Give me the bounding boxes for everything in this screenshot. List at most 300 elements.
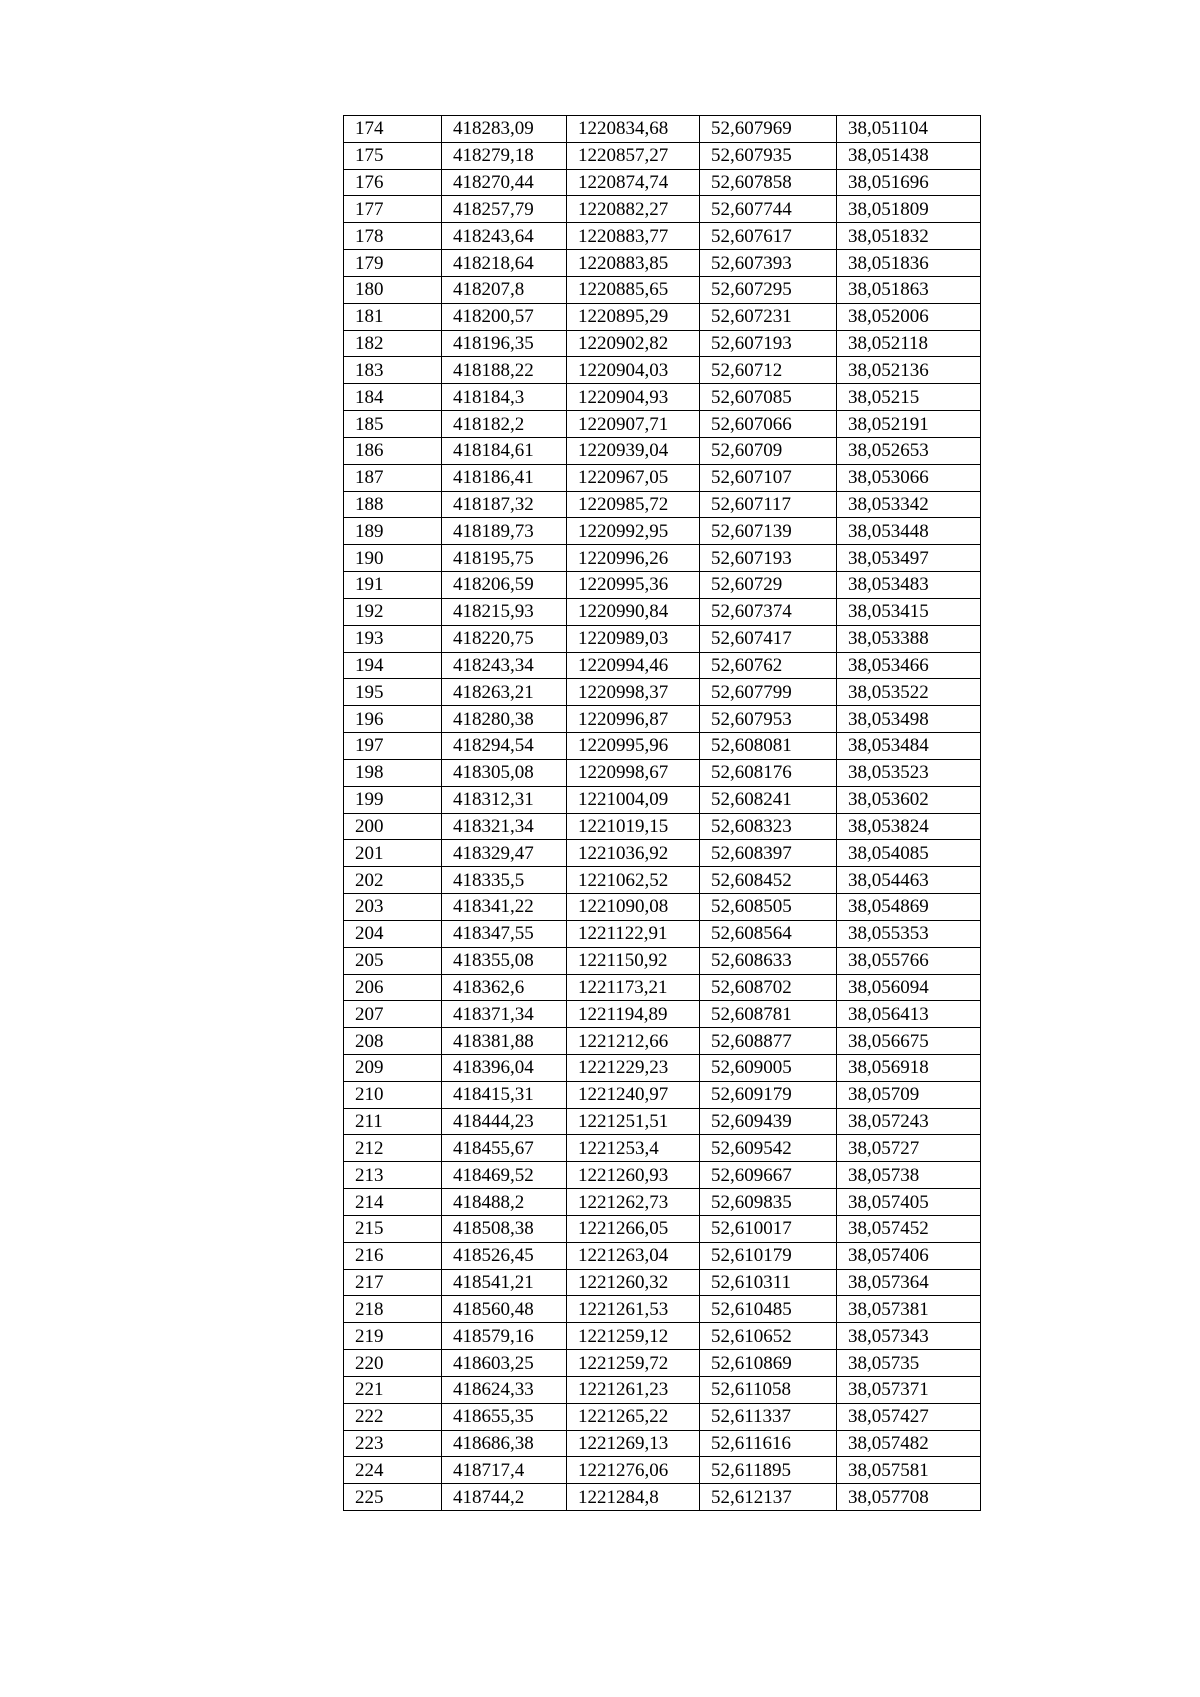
point-number-cell: 195: [344, 679, 442, 706]
y-coordinate-cell: 1221004,09: [567, 786, 700, 813]
y-coordinate-cell: 1221036,92: [567, 840, 700, 867]
x-coordinate-cell: 418184,61: [442, 437, 567, 464]
table-row: [344, 437, 981, 464]
x-coordinate-cell: 418508,38: [442, 1215, 567, 1242]
latitude-cell: 52,60712: [700, 357, 837, 384]
x-coordinate-cell: 418218,64: [442, 250, 567, 277]
latitude-cell: 52,607935: [700, 142, 837, 169]
longitude-cell: 38,051863: [837, 276, 981, 303]
latitude-cell: 52,611058: [700, 1376, 837, 1403]
longitude-cell: 38,053466: [837, 652, 981, 679]
longitude-cell: 38,053497: [837, 545, 981, 572]
table-row: [344, 116, 981, 143]
y-coordinate-cell: 1221284,8: [567, 1484, 700, 1511]
point-number-cell: 174: [344, 116, 442, 143]
point-number-cell: 197: [344, 733, 442, 760]
latitude-cell: 52,607295: [700, 276, 837, 303]
latitude-cell: 52,608633: [700, 947, 837, 974]
table-row: [344, 1001, 981, 1028]
y-coordinate-cell: 1220904,93: [567, 384, 700, 411]
point-number-cell: 218: [344, 1296, 442, 1323]
x-coordinate-cell: 418488,2: [442, 1189, 567, 1216]
longitude-cell: 38,052136: [837, 357, 981, 384]
point-number-cell: 183: [344, 357, 442, 384]
point-number-cell: 201: [344, 840, 442, 867]
point-number-cell: 192: [344, 598, 442, 625]
table-row: [344, 759, 981, 786]
latitude-cell: 52,607193: [700, 330, 837, 357]
table-row: [344, 276, 981, 303]
x-coordinate-cell: 418257,79: [442, 196, 567, 223]
latitude-cell: 52,607744: [700, 196, 837, 223]
point-number-cell: 204: [344, 920, 442, 947]
longitude-cell: 38,05735: [837, 1350, 981, 1377]
table-row: [344, 1108, 981, 1135]
latitude-cell: 52,607417: [700, 625, 837, 652]
y-coordinate-cell: 1220996,26: [567, 545, 700, 572]
y-coordinate-cell: 1221019,15: [567, 813, 700, 840]
table-row: [344, 464, 981, 491]
x-coordinate-cell: 418196,35: [442, 330, 567, 357]
y-coordinate-cell: 1220990,84: [567, 598, 700, 625]
longitude-cell: 38,057581: [837, 1457, 981, 1484]
table-row: [344, 169, 981, 196]
x-coordinate-cell: 418444,23: [442, 1108, 567, 1135]
y-coordinate-cell: 1220857,27: [567, 142, 700, 169]
x-coordinate-cell: 418206,59: [442, 572, 567, 599]
point-number-cell: 181: [344, 303, 442, 330]
point-number-cell: 208: [344, 1028, 442, 1055]
point-number-cell: 221: [344, 1376, 442, 1403]
y-coordinate-cell: 1221173,21: [567, 974, 700, 1001]
point-number-cell: 194: [344, 652, 442, 679]
x-coordinate-cell: 418184,3: [442, 384, 567, 411]
y-coordinate-cell: 1220904,03: [567, 357, 700, 384]
longitude-cell: 38,053498: [837, 706, 981, 733]
table-row: [344, 572, 981, 599]
x-coordinate-cell: 418189,73: [442, 518, 567, 545]
longitude-cell: 38,057243: [837, 1108, 981, 1135]
latitude-cell: 52,607085: [700, 384, 837, 411]
point-number-cell: 182: [344, 330, 442, 357]
table-row: [344, 1081, 981, 1108]
longitude-cell: 38,056094: [837, 974, 981, 1001]
point-number-cell: 202: [344, 867, 442, 894]
longitude-cell: 38,053602: [837, 786, 981, 813]
latitude-cell: 52,607139: [700, 518, 837, 545]
y-coordinate-cell: 1221122,91: [567, 920, 700, 947]
point-number-cell: 225: [344, 1484, 442, 1511]
x-coordinate-cell: 418362,6: [442, 974, 567, 1001]
y-coordinate-cell: 1220995,36: [567, 572, 700, 599]
point-number-cell: 184: [344, 384, 442, 411]
latitude-cell: 52,609835: [700, 1189, 837, 1216]
point-number-cell: 191: [344, 572, 442, 599]
latitude-cell: 52,608241: [700, 786, 837, 813]
y-coordinate-cell: 1220992,95: [567, 518, 700, 545]
x-coordinate-cell: 418455,67: [442, 1135, 567, 1162]
longitude-cell: 38,053066: [837, 464, 981, 491]
x-coordinate-cell: 418294,54: [442, 733, 567, 760]
y-coordinate-cell: 1220994,46: [567, 652, 700, 679]
x-coordinate-cell: 418321,34: [442, 813, 567, 840]
x-coordinate-cell: 418200,57: [442, 303, 567, 330]
latitude-cell: 52,609179: [700, 1081, 837, 1108]
latitude-cell: 52,608452: [700, 867, 837, 894]
y-coordinate-cell: 1220998,67: [567, 759, 700, 786]
x-coordinate-cell: 418744,2: [442, 1484, 567, 1511]
table-row: [344, 1135, 981, 1162]
x-coordinate-cell: 418381,88: [442, 1028, 567, 1055]
table-row: [344, 384, 981, 411]
y-coordinate-cell: 1220998,37: [567, 679, 700, 706]
x-coordinate-cell: 418243,64: [442, 223, 567, 250]
latitude-cell: 52,607193: [700, 545, 837, 572]
latitude-cell: 52,610311: [700, 1269, 837, 1296]
latitude-cell: 52,611895: [700, 1457, 837, 1484]
latitude-cell: 52,608505: [700, 894, 837, 921]
x-coordinate-cell: 418579,16: [442, 1323, 567, 1350]
longitude-cell: 38,053342: [837, 491, 981, 518]
table-row: [344, 652, 981, 679]
x-coordinate-cell: 418396,04: [442, 1054, 567, 1081]
y-coordinate-cell: 1220895,29: [567, 303, 700, 330]
point-number-cell: 176: [344, 169, 442, 196]
table-row: [344, 1054, 981, 1081]
latitude-cell: 52,607393: [700, 250, 837, 277]
latitude-cell: 52,610017: [700, 1215, 837, 1242]
table-row: [344, 1403, 981, 1430]
latitude-cell: 52,607858: [700, 169, 837, 196]
latitude-cell: 52,607117: [700, 491, 837, 518]
point-number-cell: 198: [344, 759, 442, 786]
point-number-cell: 223: [344, 1430, 442, 1457]
table-row: [344, 1430, 981, 1457]
x-coordinate-cell: 418182,2: [442, 411, 567, 438]
latitude-cell: 52,607799: [700, 679, 837, 706]
latitude-cell: 52,608877: [700, 1028, 837, 1055]
y-coordinate-cell: 1221212,66: [567, 1028, 700, 1055]
longitude-cell: 38,057371: [837, 1376, 981, 1403]
point-number-cell: 217: [344, 1269, 442, 1296]
y-coordinate-cell: 1221276,06: [567, 1457, 700, 1484]
latitude-cell: 52,607374: [700, 598, 837, 625]
table-row: [344, 947, 981, 974]
longitude-cell: 38,052006: [837, 303, 981, 330]
y-coordinate-cell: 1221251,51: [567, 1108, 700, 1135]
coordinates-table: [343, 115, 981, 1511]
table-row: [344, 330, 981, 357]
point-number-cell: 196: [344, 706, 442, 733]
table-row: [344, 813, 981, 840]
longitude-cell: 38,05709: [837, 1081, 981, 1108]
point-number-cell: 219: [344, 1323, 442, 1350]
x-coordinate-cell: 418624,33: [442, 1376, 567, 1403]
x-coordinate-cell: 418335,5: [442, 867, 567, 894]
table-row: [344, 1323, 981, 1350]
latitude-cell: 52,611337: [700, 1403, 837, 1430]
y-coordinate-cell: 1221262,73: [567, 1189, 700, 1216]
point-number-cell: 216: [344, 1242, 442, 1269]
longitude-cell: 38,057343: [837, 1323, 981, 1350]
y-coordinate-cell: 1220883,77: [567, 223, 700, 250]
table-row: [344, 303, 981, 330]
y-coordinate-cell: 1221260,32: [567, 1269, 700, 1296]
longitude-cell: 38,057381: [837, 1296, 981, 1323]
longitude-cell: 38,056413: [837, 1001, 981, 1028]
x-coordinate-cell: 418541,21: [442, 1269, 567, 1296]
longitude-cell: 38,051836: [837, 250, 981, 277]
longitude-cell: 38,051696: [837, 169, 981, 196]
longitude-cell: 38,053484: [837, 733, 981, 760]
longitude-cell: 38,056675: [837, 1028, 981, 1055]
point-number-cell: 222: [344, 1403, 442, 1430]
latitude-cell: 52,610869: [700, 1350, 837, 1377]
table-row: [344, 411, 981, 438]
point-number-cell: 213: [344, 1162, 442, 1189]
table-row: [344, 598, 981, 625]
table-row: [344, 1242, 981, 1269]
coordinates-table-body: [344, 116, 981, 1511]
latitude-cell: 52,609667: [700, 1162, 837, 1189]
table-row: [344, 625, 981, 652]
longitude-cell: 38,053448: [837, 518, 981, 545]
y-coordinate-cell: 1221261,53: [567, 1296, 700, 1323]
point-number-cell: 193: [344, 625, 442, 652]
latitude-cell: 52,607969: [700, 116, 837, 143]
x-coordinate-cell: 418469,52: [442, 1162, 567, 1189]
x-coordinate-cell: 418195,75: [442, 545, 567, 572]
point-number-cell: 205: [344, 947, 442, 974]
x-coordinate-cell: 418686,38: [442, 1430, 567, 1457]
longitude-cell: 38,057406: [837, 1242, 981, 1269]
latitude-cell: 52,609439: [700, 1108, 837, 1135]
point-number-cell: 180: [344, 276, 442, 303]
y-coordinate-cell: 1221261,23: [567, 1376, 700, 1403]
latitude-cell: 52,612137: [700, 1484, 837, 1511]
table-row: [344, 1484, 981, 1511]
table-row: [344, 545, 981, 572]
longitude-cell: 38,054085: [837, 840, 981, 867]
y-coordinate-cell: 1220985,72: [567, 491, 700, 518]
latitude-cell: 52,60762: [700, 652, 837, 679]
point-number-cell: 214: [344, 1189, 442, 1216]
longitude-cell: 38,051809: [837, 196, 981, 223]
x-coordinate-cell: 418270,44: [442, 169, 567, 196]
x-coordinate-cell: 418355,08: [442, 947, 567, 974]
table-row: [344, 867, 981, 894]
table-row: [344, 142, 981, 169]
longitude-cell: 38,055766: [837, 947, 981, 974]
longitude-cell: 38,05727: [837, 1135, 981, 1162]
x-coordinate-cell: 418329,47: [442, 840, 567, 867]
x-coordinate-cell: 418341,22: [442, 894, 567, 921]
y-coordinate-cell: 1220996,87: [567, 706, 700, 733]
y-coordinate-cell: 1220907,71: [567, 411, 700, 438]
longitude-cell: 38,057405: [837, 1189, 981, 1216]
y-coordinate-cell: 1220989,03: [567, 625, 700, 652]
x-coordinate-cell: 418220,75: [442, 625, 567, 652]
y-coordinate-cell: 1221194,89: [567, 1001, 700, 1028]
table-row: [344, 1296, 981, 1323]
x-coordinate-cell: 418415,31: [442, 1081, 567, 1108]
longitude-cell: 38,053415: [837, 598, 981, 625]
x-coordinate-cell: 418717,4: [442, 1457, 567, 1484]
y-coordinate-cell: 1221240,97: [567, 1081, 700, 1108]
table-row: [344, 196, 981, 223]
y-coordinate-cell: 1220882,27: [567, 196, 700, 223]
y-coordinate-cell: 1220967,05: [567, 464, 700, 491]
longitude-cell: 38,057364: [837, 1269, 981, 1296]
latitude-cell: 52,608702: [700, 974, 837, 1001]
x-coordinate-cell: 418283,09: [442, 116, 567, 143]
point-number-cell: 215: [344, 1215, 442, 1242]
latitude-cell: 52,609005: [700, 1054, 837, 1081]
y-coordinate-cell: 1221259,72: [567, 1350, 700, 1377]
table-row: [344, 1269, 981, 1296]
x-coordinate-cell: 418655,35: [442, 1403, 567, 1430]
point-number-cell: 189: [344, 518, 442, 545]
longitude-cell: 38,053483: [837, 572, 981, 599]
latitude-cell: 52,608564: [700, 920, 837, 947]
latitude-cell: 52,607107: [700, 464, 837, 491]
y-coordinate-cell: 1221260,93: [567, 1162, 700, 1189]
y-coordinate-cell: 1221253,4: [567, 1135, 700, 1162]
latitude-cell: 52,611616: [700, 1430, 837, 1457]
point-number-cell: 186: [344, 437, 442, 464]
point-number-cell: 220: [344, 1350, 442, 1377]
longitude-cell: 38,052118: [837, 330, 981, 357]
table-row: [344, 840, 981, 867]
table-row: [344, 1215, 981, 1242]
longitude-cell: 38,05738: [837, 1162, 981, 1189]
longitude-cell: 38,054463: [837, 867, 981, 894]
y-coordinate-cell: 1221265,22: [567, 1403, 700, 1430]
longitude-cell: 38,053522: [837, 679, 981, 706]
longitude-cell: 38,057482: [837, 1430, 981, 1457]
x-coordinate-cell: 418263,21: [442, 679, 567, 706]
point-number-cell: 211: [344, 1108, 442, 1135]
point-number-cell: 188: [344, 491, 442, 518]
longitude-cell: 38,057708: [837, 1484, 981, 1511]
longitude-cell: 38,051438: [837, 142, 981, 169]
point-number-cell: 212: [344, 1135, 442, 1162]
latitude-cell: 52,608397: [700, 840, 837, 867]
table-row: [344, 786, 981, 813]
point-number-cell: 207: [344, 1001, 442, 1028]
point-number-cell: 224: [344, 1457, 442, 1484]
table-row: [344, 1189, 981, 1216]
latitude-cell: 52,610485: [700, 1296, 837, 1323]
longitude-cell: 38,051104: [837, 116, 981, 143]
y-coordinate-cell: 1220834,68: [567, 116, 700, 143]
table-row: [344, 1162, 981, 1189]
table-row: [344, 491, 981, 518]
latitude-cell: 52,608323: [700, 813, 837, 840]
table-row: [344, 1350, 981, 1377]
table-row: [344, 1457, 981, 1484]
y-coordinate-cell: 1221150,92: [567, 947, 700, 974]
longitude-cell: 38,056918: [837, 1054, 981, 1081]
y-coordinate-cell: 1220939,04: [567, 437, 700, 464]
table-row: [344, 894, 981, 921]
latitude-cell: 52,607953: [700, 706, 837, 733]
latitude-cell: 52,608781: [700, 1001, 837, 1028]
x-coordinate-cell: 418186,41: [442, 464, 567, 491]
longitude-cell: 38,052191: [837, 411, 981, 438]
y-coordinate-cell: 1220883,85: [567, 250, 700, 277]
y-coordinate-cell: 1221062,52: [567, 867, 700, 894]
x-coordinate-cell: 418347,55: [442, 920, 567, 947]
x-coordinate-cell: 418560,48: [442, 1296, 567, 1323]
table-row: [344, 706, 981, 733]
point-number-cell: 199: [344, 786, 442, 813]
point-number-cell: 175: [344, 142, 442, 169]
longitude-cell: 38,053388: [837, 625, 981, 652]
latitude-cell: 52,607617: [700, 223, 837, 250]
x-coordinate-cell: 418187,32: [442, 491, 567, 518]
table-row: [344, 357, 981, 384]
table-row: [344, 223, 981, 250]
x-coordinate-cell: 418188,22: [442, 357, 567, 384]
point-number-cell: 206: [344, 974, 442, 1001]
point-number-cell: 179: [344, 250, 442, 277]
latitude-cell: 52,60709: [700, 437, 837, 464]
longitude-cell: 38,055353: [837, 920, 981, 947]
y-coordinate-cell: 1221266,05: [567, 1215, 700, 1242]
x-coordinate-cell: 418243,34: [442, 652, 567, 679]
x-coordinate-cell: 418305,08: [442, 759, 567, 786]
latitude-cell: 52,610179: [700, 1242, 837, 1269]
longitude-cell: 38,052653: [837, 437, 981, 464]
table-row: [344, 518, 981, 545]
table-row: [344, 250, 981, 277]
longitude-cell: 38,057427: [837, 1403, 981, 1430]
table-row: [344, 679, 981, 706]
table-row: [344, 733, 981, 760]
latitude-cell: 52,607231: [700, 303, 837, 330]
x-coordinate-cell: 418312,31: [442, 786, 567, 813]
y-coordinate-cell: 1221269,13: [567, 1430, 700, 1457]
y-coordinate-cell: 1221229,23: [567, 1054, 700, 1081]
y-coordinate-cell: 1221263,04: [567, 1242, 700, 1269]
latitude-cell: 52,607066: [700, 411, 837, 438]
y-coordinate-cell: 1221259,12: [567, 1323, 700, 1350]
x-coordinate-cell: 418526,45: [442, 1242, 567, 1269]
y-coordinate-cell: 1220995,96: [567, 733, 700, 760]
table-row: [344, 1376, 981, 1403]
y-coordinate-cell: 1220885,65: [567, 276, 700, 303]
point-number-cell: 210: [344, 1081, 442, 1108]
latitude-cell: 52,610652: [700, 1323, 837, 1350]
point-number-cell: 203: [344, 894, 442, 921]
x-coordinate-cell: 418280,38: [442, 706, 567, 733]
point-number-cell: 178: [344, 223, 442, 250]
latitude-cell: 52,608176: [700, 759, 837, 786]
table-row: [344, 1028, 981, 1055]
x-coordinate-cell: 418371,34: [442, 1001, 567, 1028]
longitude-cell: 38,051832: [837, 223, 981, 250]
point-number-cell: 209: [344, 1054, 442, 1081]
x-coordinate-cell: 418603,25: [442, 1350, 567, 1377]
table-row: [344, 974, 981, 1001]
longitude-cell: 38,05215: [837, 384, 981, 411]
point-number-cell: 200: [344, 813, 442, 840]
latitude-cell: 52,609542: [700, 1135, 837, 1162]
point-number-cell: 185: [344, 411, 442, 438]
point-number-cell: 187: [344, 464, 442, 491]
point-number-cell: 177: [344, 196, 442, 223]
